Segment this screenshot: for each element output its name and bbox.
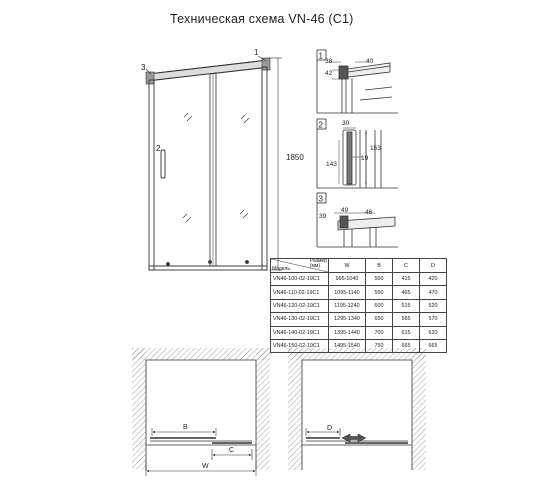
cell-c: 565 xyxy=(393,313,420,326)
plan-label-d: D xyxy=(327,425,333,432)
detail-1-number: 1 xyxy=(318,51,323,61)
cell-w: 1295-1340 xyxy=(329,313,366,326)
table-row xyxy=(271,339,447,352)
header-model: Модель xyxy=(272,266,290,272)
page-title: Техническая схема VN-46 (C1) xyxy=(170,12,354,26)
header-unit: (мм) xyxy=(309,263,321,269)
cell-c: 665 xyxy=(393,339,420,352)
callout-1-number: 1 xyxy=(254,48,259,57)
col-w: W xyxy=(329,259,366,273)
plan-label-w: W xyxy=(202,463,209,470)
cell-d: 665 xyxy=(420,339,447,352)
detail-3-number: 3 xyxy=(318,194,323,204)
detail-2-dim-d: 143 xyxy=(326,161,337,168)
callout-2 xyxy=(156,144,161,153)
plan-view-left xyxy=(132,348,270,476)
detail-2-dim-b: 153 xyxy=(370,145,381,152)
cell-d: 470 xyxy=(420,286,447,299)
table-header-row xyxy=(271,259,447,273)
col-b: B xyxy=(366,259,393,273)
detail-1-dim-a: 38 xyxy=(325,58,333,65)
detail-1-dim-c: 42 xyxy=(325,70,333,77)
detail-3 xyxy=(317,193,398,247)
cell-c: 465 xyxy=(393,286,420,299)
detail-2-dim-c: 19 xyxy=(361,155,369,162)
height-label: 1850 xyxy=(286,153,304,162)
cell-w: 1095-1140 xyxy=(329,286,366,299)
size-table xyxy=(270,258,447,353)
detail-2-dim-a: 30 xyxy=(342,120,350,127)
cell-model: VN46-100-02-19C1 xyxy=(271,273,329,286)
table-diagonal-header xyxy=(271,259,328,272)
cell-b: 500 xyxy=(366,273,393,286)
cell-c: 515 xyxy=(393,299,420,312)
table-row xyxy=(271,299,447,312)
detail-2 xyxy=(317,119,398,188)
detail-2-number: 2 xyxy=(318,120,323,130)
table-row xyxy=(271,313,447,326)
cell-d: 620 xyxy=(420,326,447,339)
detail-1-dim-b: 40 xyxy=(366,58,374,65)
cell-model: VN46-150-02-19C1 xyxy=(271,339,329,352)
cell-d: 570 xyxy=(420,313,447,326)
header-size: Размер xyxy=(309,258,327,264)
detail-1 xyxy=(317,50,398,113)
cell-w: 1195-1240 xyxy=(329,299,366,312)
cell-w: 1495-1540 xyxy=(329,339,366,352)
cell-model: VN46-120-02-19C1 xyxy=(271,299,329,312)
callout-3-number: 3 xyxy=(141,63,146,72)
plan-label-b: B xyxy=(183,424,188,431)
cell-b: 600 xyxy=(366,299,393,312)
col-d: D xyxy=(420,259,447,273)
cell-d: 520 xyxy=(420,299,447,312)
callout-2-number: 2 xyxy=(156,144,161,153)
cell-model: VN46-140-02-19C1 xyxy=(271,326,329,339)
col-c: C xyxy=(393,259,420,273)
cell-b: 750 xyxy=(366,339,393,352)
table-row xyxy=(271,286,447,299)
cell-model: VN46-110-02-19C1 xyxy=(271,286,329,299)
cell-b: 700 xyxy=(366,326,393,339)
table-row xyxy=(271,273,447,286)
cell-w: 1395-1440 xyxy=(329,326,366,339)
door-front-view xyxy=(146,58,270,270)
height-dimension xyxy=(269,58,304,270)
plan-label-c: C xyxy=(229,447,235,454)
table-row xyxy=(271,326,447,339)
plan-view-right xyxy=(288,348,426,470)
cell-c: 615 xyxy=(393,326,420,339)
detail-3-dim-c: 39 xyxy=(319,213,327,220)
cell-b: 650 xyxy=(366,313,393,326)
cell-model: VN46-130-02-19C1 xyxy=(271,313,329,326)
cell-d: 420 xyxy=(420,273,447,286)
detail-3-dim-a: 49 xyxy=(341,207,349,214)
detail-3-dim-b: 46 xyxy=(365,209,373,216)
cell-w: 995-1040 xyxy=(329,273,366,286)
cell-c: 415 xyxy=(393,273,420,286)
cell-b: 550 xyxy=(366,286,393,299)
